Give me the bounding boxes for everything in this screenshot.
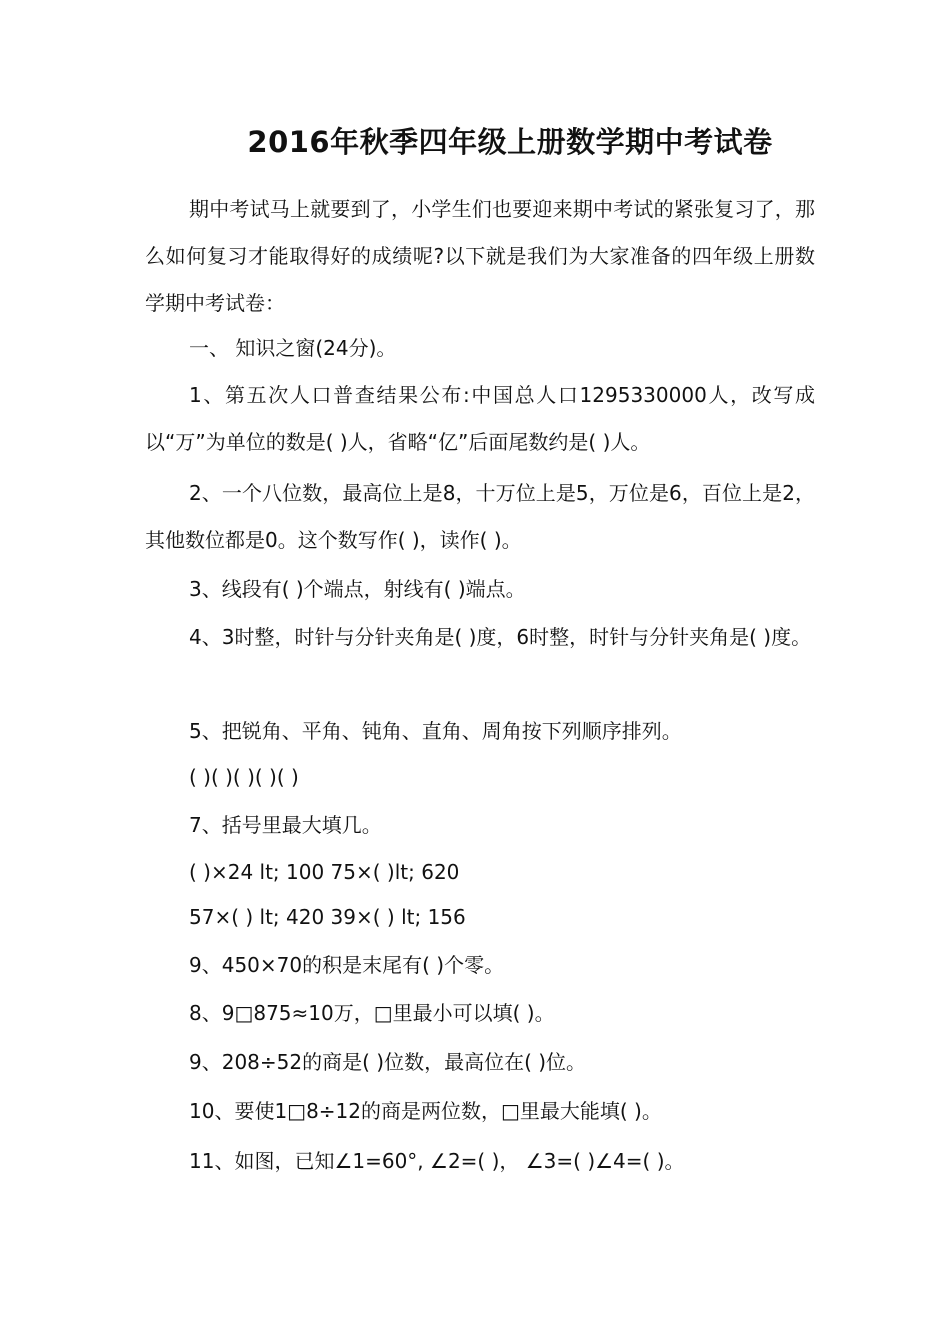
question-5-blanks: ( )( )( )( )( ) <box>189 765 299 789</box>
question-2-text: 2、一个八位数，最高位上是8，十万位上是5，万位是6，百位上是2，其他数位都是0。这个数写作( )，读作( )。 <box>145 481 815 552</box>
question-1-text: 1、第五次人口普查结果公布:中国总人口1295330000人，改写成以“万”为单位的数是( )人，省略“亿”后面尾数约是( )人。 <box>145 383 815 454</box>
section1-heading: 一、 知识之窗(24分)。 <box>189 336 397 360</box>
question-7-line-2: 57×( ) lt; 420 39×( ) lt; 156 <box>189 905 466 929</box>
document-title: 2016年秋季四年级上册数学期中考试卷 <box>247 125 773 159</box>
question-9a: 9、450×70的积是末尾有( )个零。 <box>189 953 505 977</box>
question-7-line-1: ( )×24 lt; 100 75×( )lt; 620 <box>189 860 460 884</box>
question-1 <box>145 372 815 466</box>
intro-text: 期中考试马上就要到了，小学生们也要迎来期中考试的紧张复习了，那么如何复习才能取得好的成绩呢?以下就是我们为大家准备的四年级上册数学期中考试卷： <box>145 197 815 315</box>
question-7: 7、括号里最大填几。 <box>189 813 382 837</box>
question-9b: 9、208÷52的商是( )位数，最高位在( )位。 <box>189 1050 587 1074</box>
question-8: 8、9□875≈10万，□里最小可以填( )。 <box>189 1001 555 1025</box>
question-4 <box>145 614 815 661</box>
question-4-text: 4、3时整，时针与分针夹角是( )度，6时整，时针与分针夹角是( )度。 <box>189 625 812 649</box>
intro-paragraph <box>145 186 815 327</box>
question-10: 10、要使1□8÷12的商是两位数，□里最大能填( )。 <box>189 1099 662 1123</box>
question-2 <box>145 470 815 564</box>
question-5: 5、把锐角、平角、钝角、直角、周角按下列顺序排列。 <box>189 719 682 743</box>
question-11: 11、如图，已知∠1=60°, ∠2=( )， ∠3=( )∠4=( )。 <box>189 1149 685 1173</box>
question-3: 3、线段有( )个端点，射线有( )端点。 <box>189 577 526 601</box>
